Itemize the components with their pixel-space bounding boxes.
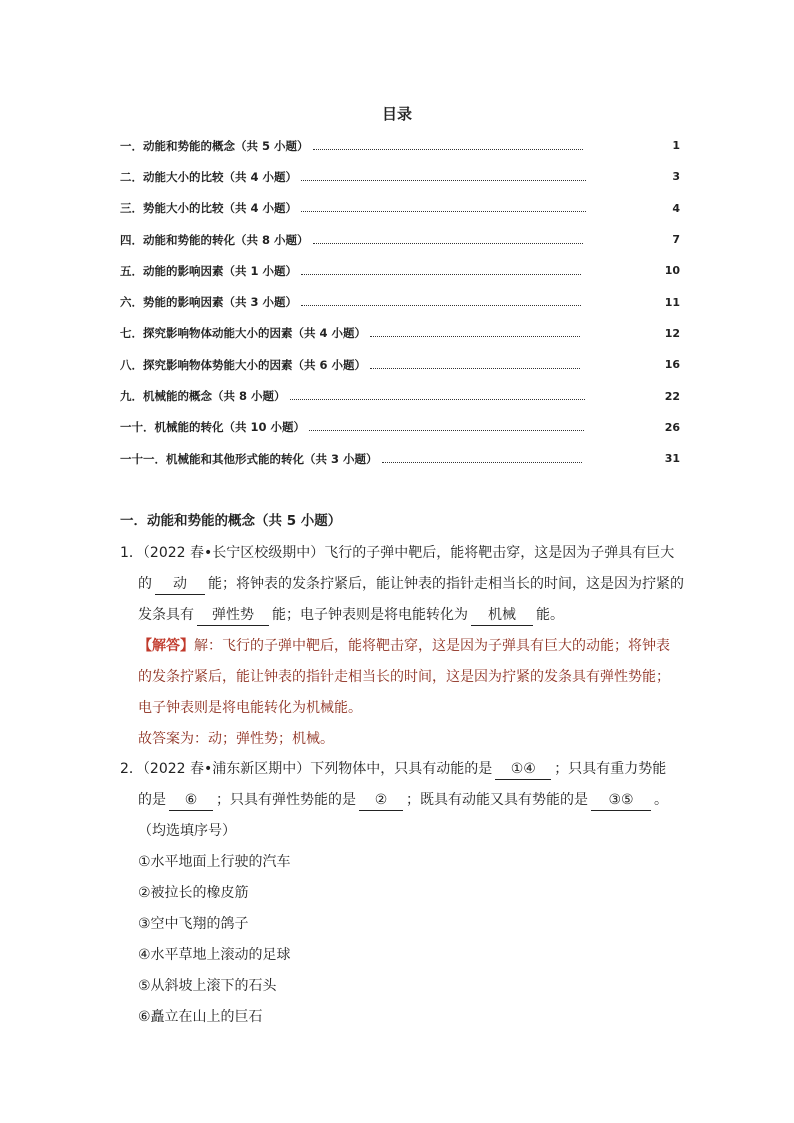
toc-entry[interactable] — [120, 412, 680, 443]
answer-blank: 机械 — [471, 605, 533, 626]
toc-entry-label: 四．动能和势能的转化（共 8 小题） — [120, 232, 309, 247]
question-text: ；只具有重力势能 — [554, 761, 667, 777]
question-text: 2．（2022 春•浦东新区期中）下列物体中，只具有动能的是 — [120, 761, 493, 777]
toc-entry[interactable] — [120, 255, 680, 286]
toc-entry-label: 六．势能的影响因素（共 3 小题） — [120, 295, 298, 310]
toc-entry-label: 二．动能大小的比较（共 4 小题） — [120, 169, 298, 184]
toc-entry[interactable] — [120, 161, 680, 192]
answer-explanation-line: 的发条拧紧后，能让钟表的指针走相当长的时间，这是因为拧紧的发条具有弹性势能； — [138, 669, 670, 685]
answer-text: 解：飞行的子弹中靶后，能将靶击穿，这是因为子弹具有巨大的动能；将钟表 — [194, 638, 670, 654]
toc-leader-dots — [301, 273, 581, 275]
answer-blank: ③⑤ — [591, 790, 651, 811]
toc-leader-dots — [382, 461, 582, 463]
toc-leader-dots — [370, 335, 580, 337]
toc-entry-label: 一十一．机械能和其他形式能的转化（共 3 小题） — [120, 451, 378, 466]
option-item: ②被拉长的橡皮筋 — [138, 885, 249, 901]
question-text: 能；电子钟表则是将电能转化为 — [272, 607, 468, 623]
toc-entry-page: 4 — [672, 201, 680, 215]
question-text: 发条具有 — [138, 607, 194, 623]
toc-entry-label: 五．动能的影响因素（共 1 小题） — [120, 263, 298, 278]
question-text-line — [120, 785, 680, 816]
question-text: 能；将钟表的发条拧紧后，能让钟表的指针走相当长的时间，这是因为拧紧的 — [208, 576, 684, 592]
table-of-contents — [120, 130, 680, 474]
toc-leader-dots — [309, 429, 584, 431]
question-note: （均选填序号） — [138, 823, 236, 839]
toc-entry-label: 三．势能大小的比较（共 4 小题） — [120, 201, 298, 216]
answer-blank: 动 — [155, 574, 205, 595]
question-1 — [120, 538, 684, 755]
answer-blank: ①④ — [495, 759, 551, 780]
answer-summary-line: 故答案为：动；弹性势；机械。 — [138, 731, 334, 747]
question-text-line: 1．（2022 春•长宁区校级期中）飞行的子弹中靶后，能将靶击穿，这是因为子弹具有巨大 — [120, 545, 675, 561]
toc-entry-page: 1 — [672, 139, 680, 153]
toc-leader-dots — [370, 367, 580, 369]
toc-leader-dots — [313, 148, 583, 150]
toc-entry-page: 26 — [664, 420, 680, 434]
question-text-line — [120, 754, 680, 785]
toc-title: 目录 — [381, 105, 412, 123]
answer-blank: 弹性势 — [197, 605, 269, 626]
option-item: ⑥矗立在山上的巨石 — [138, 1009, 263, 1025]
toc-entry-label: 八．探究影响物体势能大小的因素（共 6 小题） — [120, 357, 367, 372]
toc-leader-dots — [301, 179, 586, 181]
toc-entry-page: 11 — [664, 295, 680, 309]
question-text: ；既具有动能又具有势能的是 — [406, 792, 588, 808]
option-item: ③空中飞翔的鸽子 — [138, 916, 249, 932]
question-text-line — [120, 569, 684, 600]
toc-leader-dots — [301, 210, 586, 212]
option-item: ①水平地面上行驶的汽车 — [138, 854, 291, 870]
answer-explanation-line: 电子钟表则是将电能转化为机械能。 — [138, 700, 362, 716]
toc-entry-label: 九．机械能的概念（共 8 小题） — [120, 389, 286, 404]
question-text: ；只具有弹性势能的是 — [216, 792, 356, 808]
toc-entry-page: 16 — [664, 358, 680, 372]
toc-entry-page: 12 — [664, 326, 680, 340]
toc-entry[interactable] — [120, 443, 680, 474]
toc-entry[interactable] — [120, 286, 680, 317]
toc-entry-page: 7 — [672, 233, 680, 247]
toc-entry-label: 七．探究影响物体动能大小的因素（共 4 小题） — [120, 326, 367, 341]
question-2 — [120, 754, 680, 1033]
answer-blank: ⑥ — [169, 790, 213, 811]
toc-entry[interactable] — [120, 380, 680, 411]
toc-entry-page: 22 — [664, 389, 680, 403]
answer-explanation-line — [120, 631, 680, 662]
toc-leader-dots — [290, 398, 585, 400]
question-text: 的 — [138, 576, 152, 592]
question-text: 。 — [654, 792, 668, 808]
option-item: ⑤从斜坡上滚下的石头 — [138, 978, 277, 994]
answer-tag: 【解答】 — [138, 638, 194, 654]
toc-entry-label: 一十．机械能的转化（共 10 小题） — [120, 420, 306, 435]
toc-entry[interactable] — [120, 193, 680, 224]
question-text-line — [120, 600, 680, 631]
toc-entry[interactable] — [120, 224, 680, 255]
option-item: ④水平草地上滚动的足球 — [138, 947, 291, 963]
toc-entry[interactable] — [120, 130, 680, 161]
toc-entry-page: 31 — [664, 452, 680, 466]
toc-leader-dots — [313, 242, 583, 244]
toc-entry[interactable] — [120, 349, 680, 380]
toc-entry-label: 一．动能和势能的概念（共 5 小题） — [120, 138, 309, 153]
toc-leader-dots — [301, 304, 581, 306]
toc-entry-page: 3 — [672, 170, 680, 184]
question-text: 的是 — [138, 792, 166, 808]
question-text: 能。 — [536, 607, 564, 623]
section-heading: 一．动能和势能的概念（共 5 小题） — [120, 513, 342, 529]
answer-blank: ② — [359, 790, 403, 811]
toc-entry[interactable] — [120, 318, 680, 349]
toc-entry-page: 10 — [664, 264, 680, 278]
